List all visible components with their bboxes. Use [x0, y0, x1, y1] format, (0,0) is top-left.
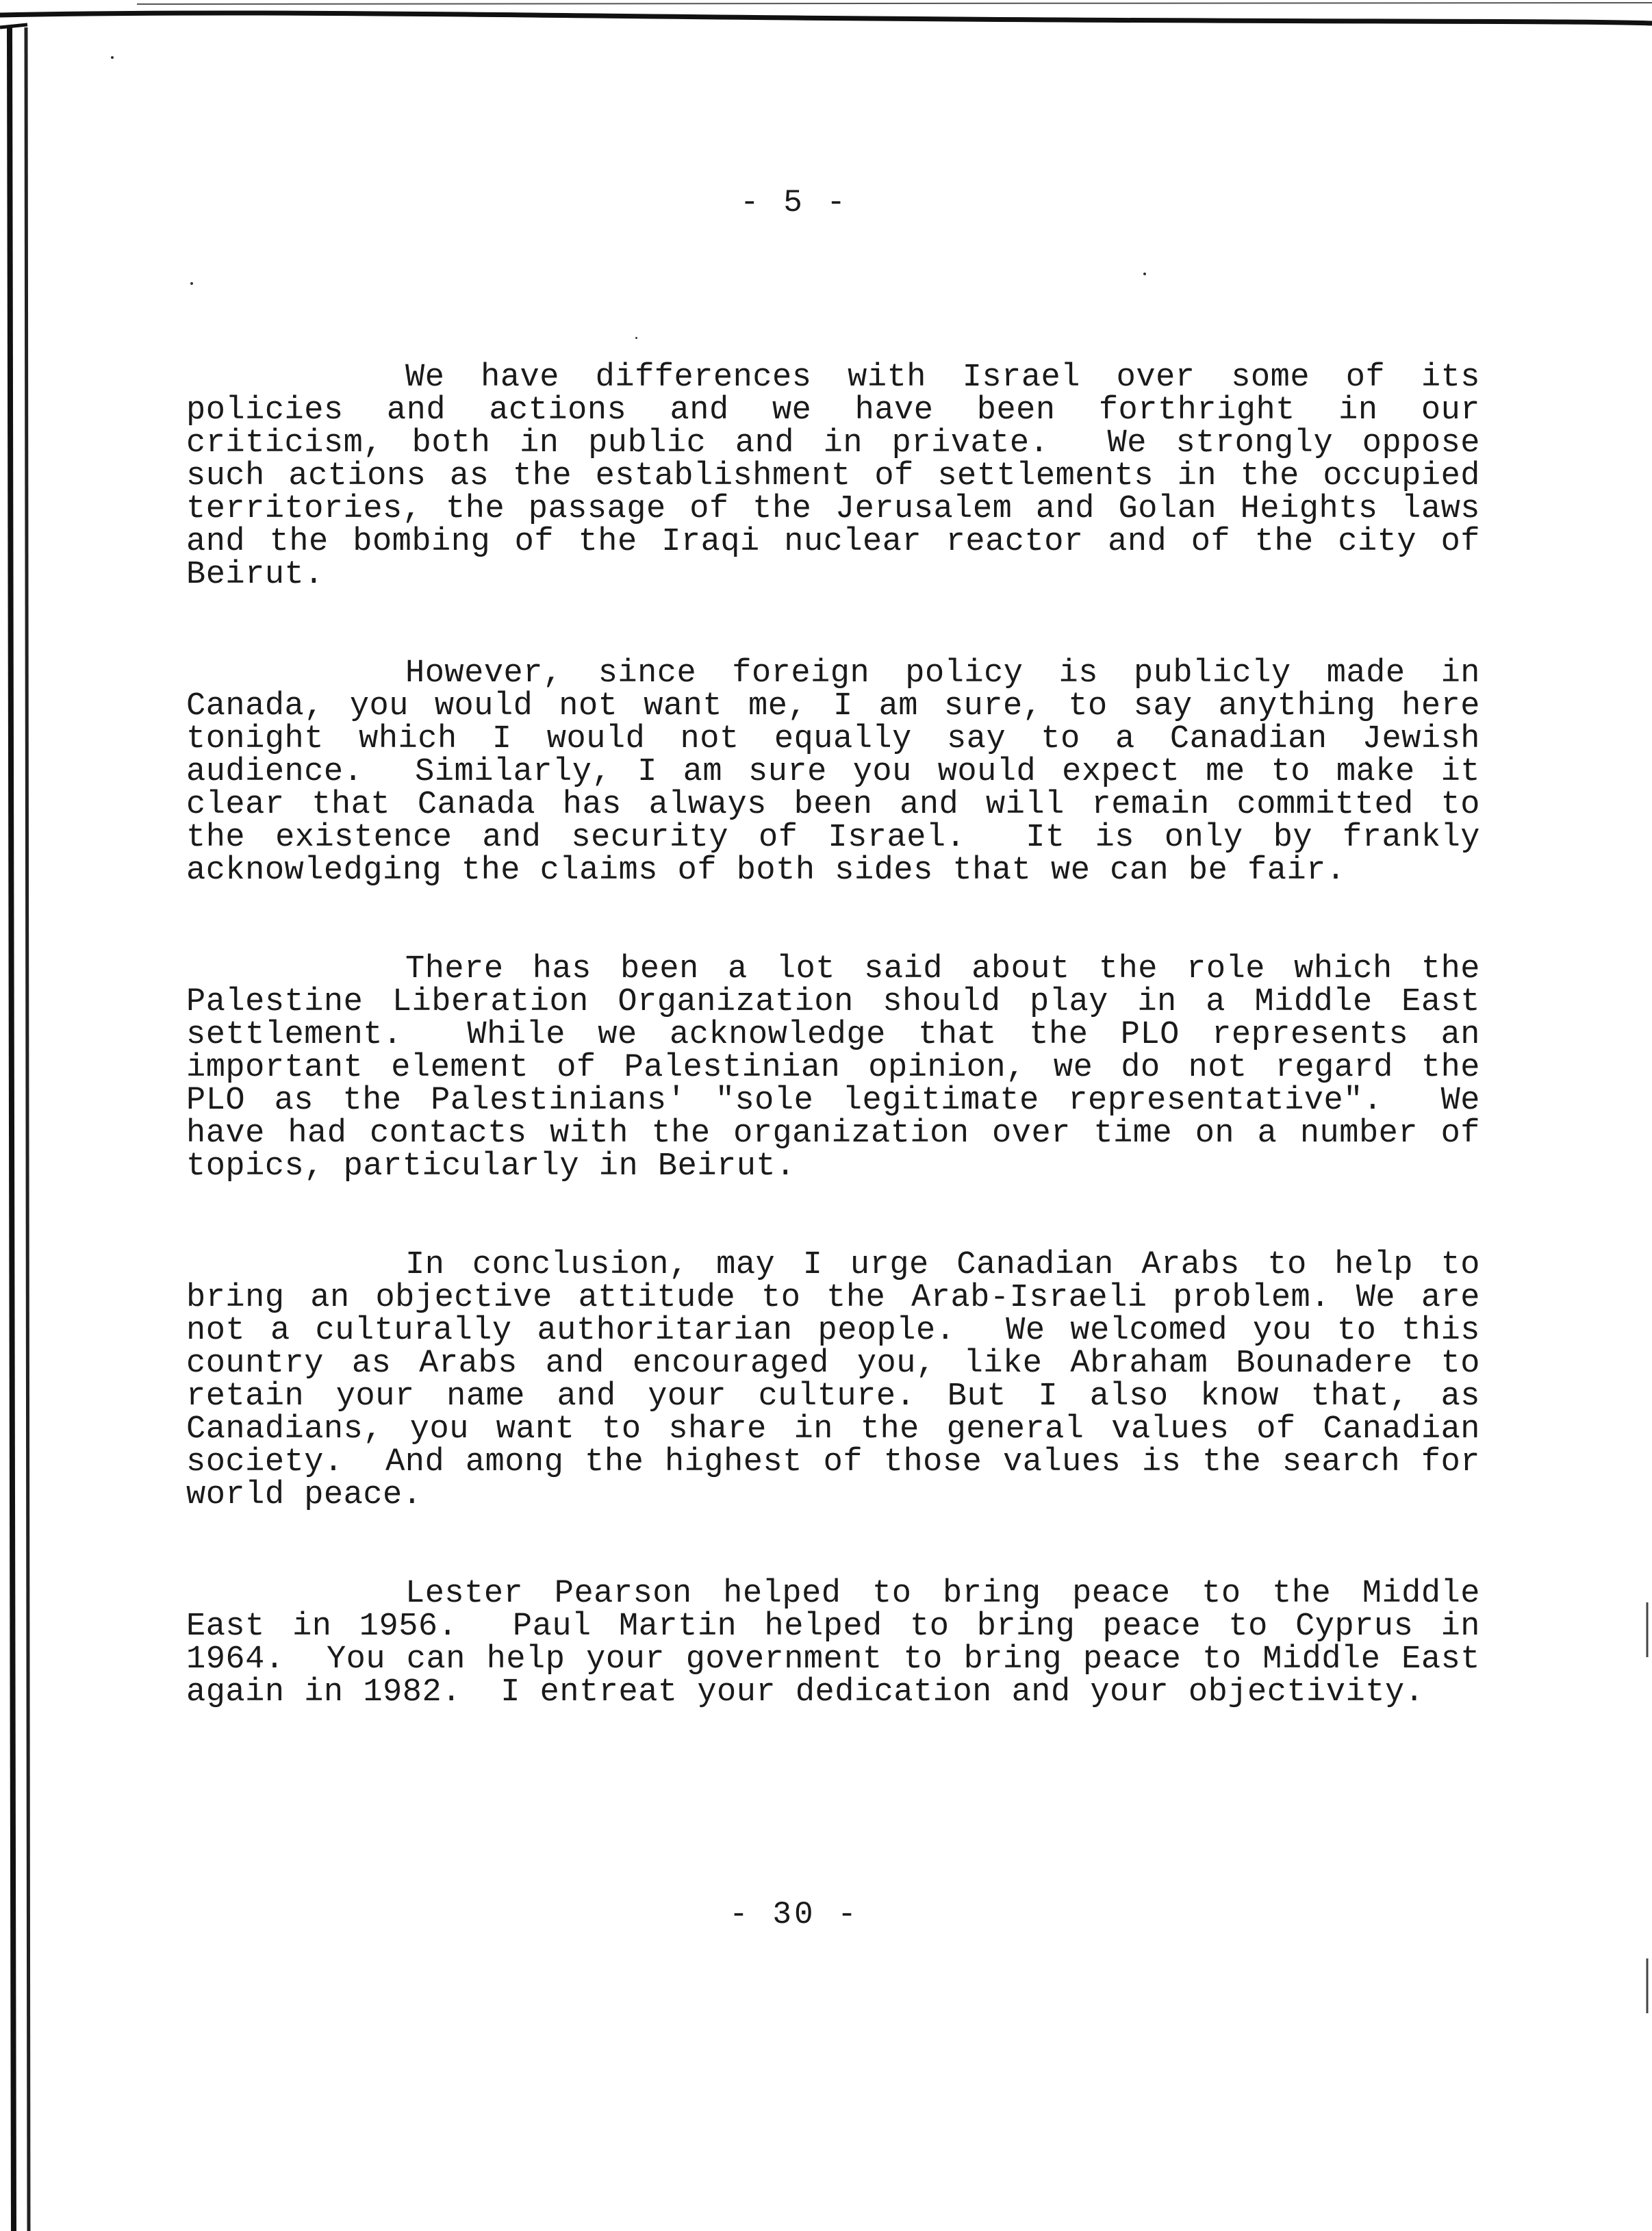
document-body	[186, 360, 1500, 1775]
page-number-top: - 5 -	[739, 185, 849, 220]
paragraph-israel-differences: We have differences with Israel over some of its policies and actions and we have been forthright in our criticism, both in public and in private. We strongly oppose such actions as the establishment of settlements in the occupied territories, the passage of the Jerusalem and Golan Heights laws and the bombing of the Iraqi nuclear reactor and of the city of Beirut.	[186, 360, 1500, 593]
page-number-bottom: - 30 -	[729, 1897, 859, 1932]
scan-speck	[111, 56, 114, 59]
paragraph-conclusion: In conclusion, may I urge Canadian Arabs to help to bring an objective attitude to the Arab-Israeli problem. We are not a culturally authoritarian people. We welcomed you to this country as Arabs and encouraged you, like Abraham Bounadere to retain your name and your culture. But I also know that, as Canadians, you want to share in the general values of Canadian society. And among the highest of those values is the search for world peace.	[186, 1247, 1500, 1513]
paragraph-plo-role: There has been a lot said about the role which the Palestine Liberation Organization should play in a Middle East settlement. While we acknowledge that the PLO represents an important element of Palestinian opinion, we do not regard the PLO as the Palestinians' "sole legitimate representative". We have had contacts with the organization over time on a number of topics, particularly in Beirut.	[186, 951, 1500, 1185]
scan-speck	[1143, 273, 1146, 275]
scan-speck	[635, 337, 637, 339]
paragraph-foreign-policy: However, since foreign policy is publicly made in Canada, you would not want me, I am sure, to say anything here tonight which I would not equally say to a Canadian Jewish audience. Similarly, I am sure you would expect me to make it clear that Canada has always been and will remain committed to the existence and security of Israel. It is only by frankly acknowledging the claims of both sides that we can be fair.	[186, 655, 1500, 889]
scan-speck	[190, 282, 193, 285]
paragraph-peace-history: Lester Pearson helped to bring peace to the Middle East in 1956. Paul Martin helped to bring peace to Cyprus in 1964. You can help your government to bring peace to Middle East again in 1982. I entreat your dedication and your objectivity.	[186, 1576, 1500, 1711]
